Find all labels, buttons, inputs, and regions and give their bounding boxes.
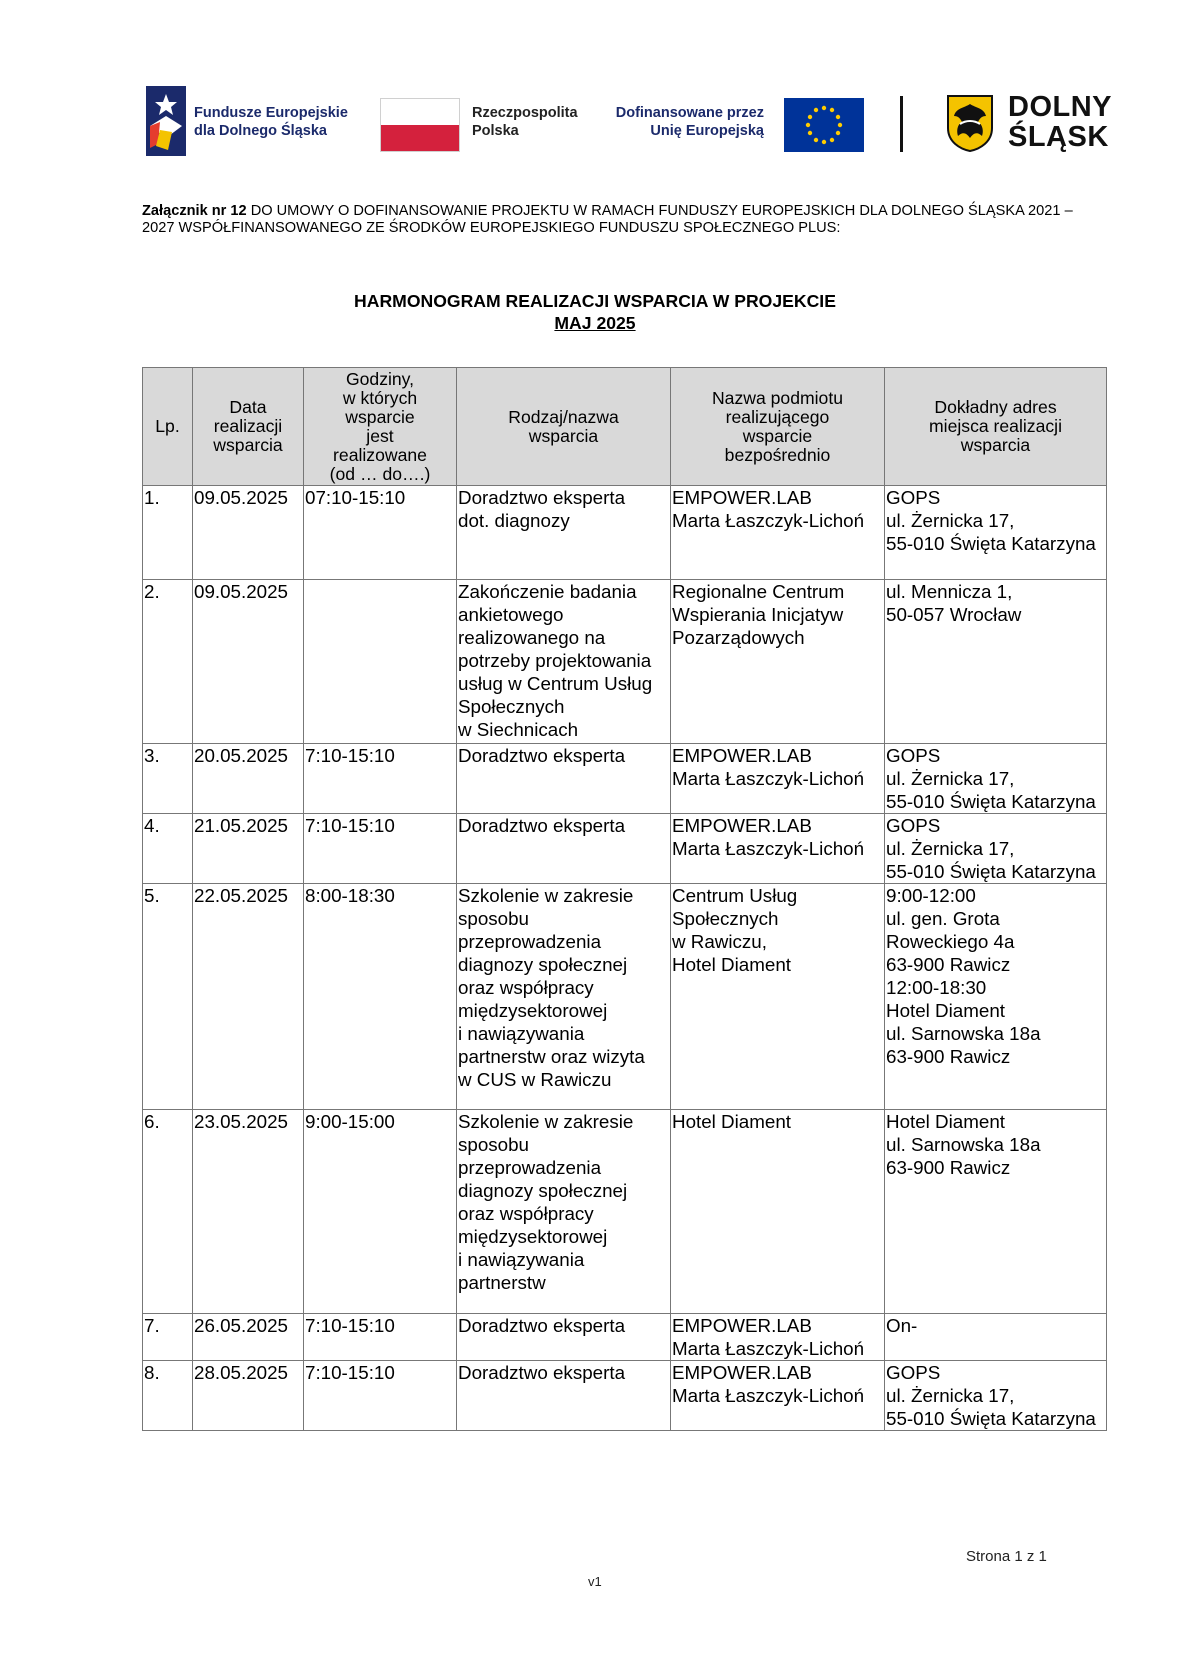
cell-date: 21.05.2025: [193, 814, 304, 884]
table-row: [143, 486, 1107, 580]
cell-lp: 4.: [143, 814, 193, 884]
header-provider: Nazwa podmiotu realizującego wsparcie bezpośrednio: [671, 368, 885, 486]
cell-lp: 1.: [143, 486, 193, 580]
cell-support-type: Doradztwo eksperta: [457, 1361, 671, 1431]
header-support-type: Rodzaj/nazwa wsparcia: [457, 368, 671, 486]
cell-date: 22.05.2025: [193, 884, 304, 1110]
cell-address: On-: [885, 1314, 1107, 1361]
cell-date: 26.05.2025: [193, 1314, 304, 1361]
annex-text: DO UMOWY O DOFINANSOWANIE PROJEKTU W RAMACH FUNDUSZY EUROPEJSKICH DLA DOLNEGO ŚLĄSKA 2021 – 2027 WSPÓŁFINANSOWANEGO ZE ŚRODKÓW EUROPEJSKIEGO FUNDUSZU SPOŁECZNEGO PLUS:: [142, 203, 1073, 236]
header-lp: Lp.: [143, 368, 193, 486]
cell-hours: 7:10-15:10: [304, 1314, 457, 1361]
cell-date: 20.05.2025: [193, 744, 304, 814]
cell-hours: 7:10-15:10: [304, 814, 457, 884]
cell-address: GOPS ul. Żernicka 17, 55-010 Święta Katarzyna: [885, 486, 1107, 580]
fe-star-icon: [146, 86, 186, 156]
cell-provider: EMPOWER.LAB Marta Łaszczyk-Lichoń: [671, 1314, 885, 1361]
eu-line2: Unię Europejską: [650, 123, 764, 139]
table-row: [143, 884, 1107, 1110]
cell-support-type: Doradztwo eksperta: [457, 744, 671, 814]
cell-address: GOPS ul. Żernicka 17, 55-010 Święta Katarzyna: [885, 744, 1107, 814]
cell-hours: 7:10-15:10: [304, 744, 457, 814]
cell-hours: 07:10-15:10: [304, 486, 457, 580]
fe-line1: Fundusze Europejskie: [194, 105, 348, 121]
cell-provider: EMPOWER.LAB Marta Łaszczyk-Lichoń: [671, 744, 885, 814]
cell-address: Hotel Diament ul. Sarnowska 18a 63-900 Rawicz: [885, 1110, 1107, 1314]
logo-bar: [146, 86, 1126, 158]
cell-support-type: Szkolenie w zakresie sposobu przeprowadzenia diagnozy społecznej oraz współpracy międzysektorowej i nawiązywania partnerstw: [457, 1110, 671, 1314]
eu-flag-icon: [784, 98, 864, 152]
cell-lp: 6.: [143, 1110, 193, 1314]
cell-date: 28.05.2025: [193, 1361, 304, 1431]
cell-provider: Regionalne Centrum Wspierania Inicjatyw Pozarządowych: [671, 580, 885, 744]
eagle-crest-icon: [946, 94, 994, 152]
cell-date: 23.05.2025: [193, 1110, 304, 1314]
rp-line2: Polska: [472, 123, 519, 139]
rp-line1: Rzeczpospolita: [472, 105, 578, 121]
cell-hours: 7:10-15:10: [304, 1361, 457, 1431]
cell-address: 9:00-12:00 ul. gen. Grota Roweckiego 4a 63-900 Rawicz 12:00-18:30 Hotel Diament ul. Sarnowska 18a 63-900 Rawicz: [885, 884, 1107, 1110]
cell-lp: 7.: [143, 1314, 193, 1361]
ds-line2: ŚLĄSK: [1008, 121, 1109, 153]
table-row: [143, 1314, 1107, 1361]
eu-line1: Dofinansowane przez: [615, 105, 764, 121]
cell-provider: EMPOWER.LAB Marta Łaszczyk-Lichoń: [671, 486, 885, 580]
cell-provider: EMPOWER.LAB Marta Łaszczyk-Lichoń: [671, 814, 885, 884]
cell-address: GOPS ul. Żernicka 17, 55-010 Święta Katarzyna: [885, 814, 1107, 884]
cell-date: 09.05.2025: [193, 580, 304, 744]
table-header-row: [143, 368, 1107, 486]
page-subtitle: MAJ 2025: [554, 313, 636, 333]
table-row: [143, 1110, 1107, 1314]
cell-lp: 3.: [143, 744, 193, 814]
logo-separator: [900, 96, 903, 152]
annex-number: Załącznik nr 12: [142, 203, 247, 219]
table-row: [143, 814, 1107, 884]
annex-heading: [142, 203, 1102, 237]
poland-flag-icon: [380, 98, 460, 152]
cell-support-type: Doradztwo eksperta dot. diagnozy: [457, 486, 671, 580]
cell-provider: Centrum Usług Społecznych w Rawiczu, Hotel Diament: [671, 884, 885, 1110]
cell-address: GOPS ul. Żernicka 17, 55-010 Święta Katarzyna: [885, 1361, 1107, 1431]
cell-support-type: Doradztwo eksperta: [457, 1314, 671, 1361]
page-number: Strona 1 z 1: [966, 1548, 1047, 1565]
cell-address: ul. Mennicza 1, 50-057 Wrocław: [885, 580, 1107, 744]
fe-line2: dla Dolnego Śląska: [194, 123, 327, 139]
cell-date: 09.05.2025: [193, 486, 304, 580]
cell-provider: Hotel Diament: [671, 1110, 885, 1314]
header-date: Data realizacji wsparcia: [193, 368, 304, 486]
cell-hours: 8:00-18:30: [304, 884, 457, 1110]
page-title: HARMONOGRAM REALIZACJI WSPARCIA W PROJEKCIE: [354, 291, 836, 311]
header-address: Dokładny adres miejsca realizacji wsparcia: [885, 368, 1107, 486]
table-row: [143, 1361, 1107, 1431]
schedule-table: [142, 367, 1107, 1431]
cell-support-type: Szkolenie w zakresie sposobu przeprowadzenia diagnozy społecznej oraz współpracy międzysektorowej i nawiązywania partnerstw oraz wizyta w CUS w Rawiczu: [457, 884, 671, 1110]
cell-lp: 8.: [143, 1361, 193, 1431]
header-hours: Godziny, w których wsparcie jest realizowane (od … do….): [304, 368, 457, 486]
cell-lp: 5.: [143, 884, 193, 1110]
cell-hours: [304, 580, 457, 744]
cell-provider: EMPOWER.LAB Marta Łaszczyk-Lichoń: [671, 1361, 885, 1431]
table-row: [143, 580, 1107, 744]
version-label: v1: [588, 1574, 602, 1589]
cell-support-type: Zakończenie badania ankietowego realizowanego na potrzeby projektowania usług w Centrum Usług Społecznych w Siechnicach: [457, 580, 671, 744]
cell-lp: 2.: [143, 580, 193, 744]
ds-line1: DOLNY: [1008, 91, 1112, 123]
table-row: [143, 744, 1107, 814]
cell-hours: 9:00-15:00: [304, 1110, 457, 1314]
cell-support-type: Doradztwo eksperta: [457, 814, 671, 884]
